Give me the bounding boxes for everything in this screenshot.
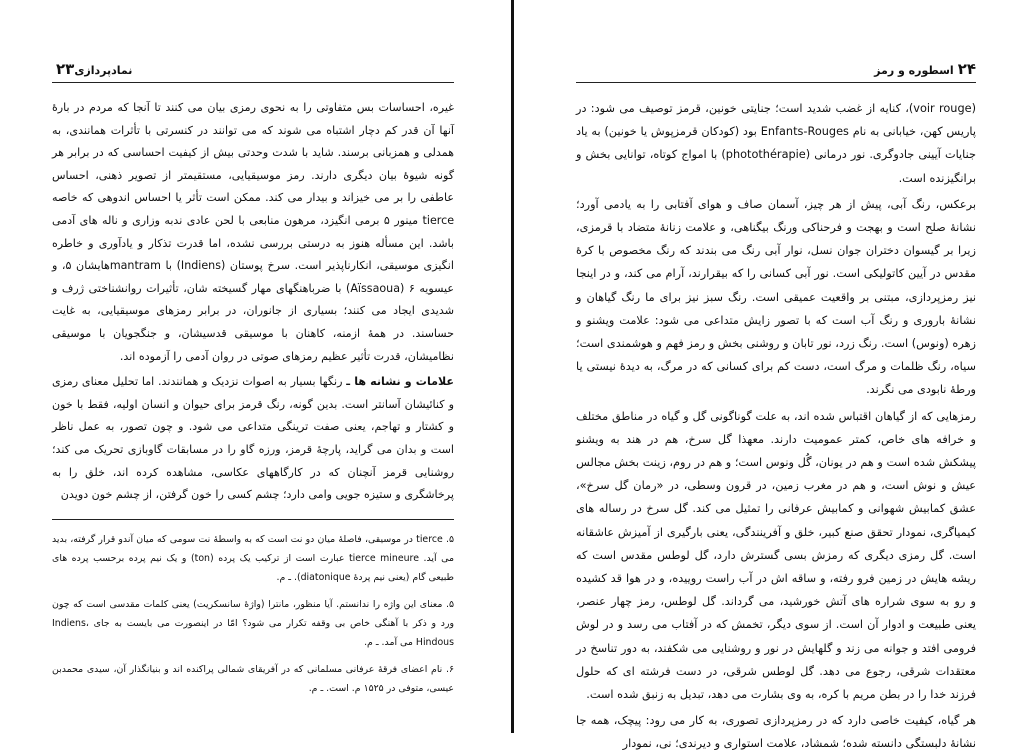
right-page [514,0,1024,751]
right-page-body [576,97,976,756]
footnotes [52,530,454,698]
paragraph: غیره، احساسات بس متفاوتی را به نحوی رمزی بیان می کنند تا آنجا که مردم در بارهٔ آنها آن قدر کم دچار اشتباه می شوند که می توانند در کنسرتی با تأثرات همانندی، به همدلی و همزبانی برسند. شاید با شدت وحدتی بیش از کیفیت احساسی که در برابر هر گونه شیوهٔ بیان دیگری دارند. رمز موسیقیایی، مستقیمتر از تصویر ذهنی، احساس عاطفی را بر می خیزاند و بیدار می کند. ممکن است تأثر یا احساس اندوهی که خاصه tierce مینور ۵ برمی انگیزد، مرهون منابعی با لحن عادی ندبه وزاری و ناله های آدمی باشد. این مسأله هنوز به درستی بررسی نشده، اما قدرت تذکار و یادآوری و خاطره انگیزی موسیقی، انکارناپذیر است. سرخ پوستان (Indiens) با mantramهایشان ۵، و عیسویه ۶ (Aïssaoua) با ضرباهنگهای مهار گسیخته شان، تأثیرات روانشناختی ژرف و شدیدی ایجاد می کنند؛ بسیاری از جانوران، در برابر رمزهای موسیقیایی، به غایت حساسند. در همهٔ ازمنه، کاهنان با موسیقی قدسیشان، و جنگجویان با موسیقی نظامیشان، قدرت تأثیر عظیم رمزهای صوتی در روان آدمی را آزموده اند. [52,101,455,363]
left-page-body [52,97,454,507]
footnote: ۵. معنای این واژه را ندانستم. آیا منظور، مانترا (واژهٔ سانسکریت) یعنی کلمات مقدسی است که چون ورد و ذکر با آهنگی خاص بی وقفه تکرار می شود؟ امّا در اینصورت می بایست به جای Indiens، Hindous می آمد. ـ م. [52,598,454,648]
paragraph: (voir rouge)، کنایه از غضب شدید است؛ جنایتی خونین، قرمز توصیف می شود: در پاریس کهن، خیابانی به نام Enfants-Rouges بود (کودکان قرمزپوش یا خونین) به یاد جنایات آیینی جادوگری. نور درمانی (photothérapie) با امواج کوتاه، توانایی بخش و برانگیزنده است. [576,102,977,185]
left-page [0,0,512,733]
paragraph: برعکس، رنگ آبی، پیش از هر چیز، آسمان صاف و هوای آفتابی را به یادمی آورد؛ نشانهٔ صلح است و بهجت و فرحناکی ورنگ بیگناهی، و علامت زنانهٔ متضاد با قرمزی، زیرا بر گیسوان دختران جوان نسل، نوار آبی رنگ می بندند که رنگ مخصوص با کرهٔ مقدس در آیین کاتولیکی است. نور آبی کسانی را که بیقرارند، آرام می کند، و در اینجا نیز رمزپردازی، مبتنی بر واقعیت عمیقی است. رنگ سبز نیز برای ما رنگ گیاهان و نشانهٔ باروری و رنگ آب است که با تصور زایش متداعی می شود: علامت ویشنو و زهره (ونوس) است. رنگ زرد، نور تابان و روشنی بخش و رمز فهم و هوشمندی است؛ سیاه، رنگ ظلمات و مرگ است، دست کم برای کسانی که در مرگ، به دیدهٔ نیستی یا ورطهٔ نابودی می نگرند. [576,197,976,397]
paragraph: هر گیاه، کیفیت خاصی دارد که در رمزپردازی تصوری، به کار می رود: پیچک، همه جا نشانهٔ دلبستگی دانسته شده؛ شمشاد، علامت استواری و دیرندی؛ نی، نمودار [576,714,976,751]
paragraph [52,371,454,507]
section-heading: علامات و نشانه ها ـ [346,375,454,389]
footnote-divider [52,519,454,520]
right-running-title: اسطوره و رمز [874,64,954,77]
left-running-title: نمادپردازی [74,64,133,77]
right-page-header [576,60,976,83]
left-page-header [52,60,454,83]
footnote: ۵. tierce در موسیقی، فاصلهٔ میان دو نت است که به واسطهٔ نت سومی که میان آندو قرار گرفته، بدید می آید. tierce mineure عبارت است از ترکیب یک پرده (ton) و یک نیم پرده برحسب پرده های طبیعی گام (یعنی نیم پردهٔ diatonique). ـ م. [52,533,454,583]
right-page-number: ۲۴ [957,60,976,78]
left-page-number: ۲۳ [56,60,75,78]
section-text: رنگها بسیار به اصوات نزدیک و همانندند. اما تحلیل معنای رمزی و کنائیشان آسانتر است. بدین گونه، رنگ قرمز برای حیوان و انسان اولیه، فقط با خون و کشتار و تهاجم، یعنی صفت ترینگی متداعی می شود. و چون تصور، به عمل ناظر است و بدان می گراید، پارچهٔ قرمز، ورزه گاو را در مسابقات گاوبازی تحریک می کند؛ روشنایی قرمز آنچنان که در کارگاههای عکاسی، مشاهده کرده اند، خلق را به پرخاشگری و ستیزه جویی وامی دارد؛ چشم کسی را خون گرفتن، از چشم خون دویدن [52,375,454,502]
paragraph: رمزهایی که از گیاهان اقتباس شده اند، به علت گوناگونی گل و گیاه در مناطق مختلف و خرافه های خاص، کمتر عمومیت دارند. معهذا گل سرخ، هم در هند به ویشنو پیشکش شده است و هم در یونان، گُل ونوس است؛ و هم در روم، زینت بخش مجالس عیش و نوش است، و هم در مغرب زمین، در قرون وسطی، در «رمان گل سرخ»، عشق کمابیش شهوانی و کمابیش عرفانی را تمثیل می کند. گل سرخ در رساله های کیمیاگری، نمودار تحقق صنع کبیر، خلق و آفرینندگی، یعنی بارگیری از آمیزش عاشقانه است. گل رمزی دیگری که رمزش بسی گسترش دارد، گل لوطس مقدس است که ریشه هایش در زمین فرو رفته، و ساقه اش در آب راست روییده، و در هوا قد کشیده و رو به سوی شراره های آتش خورشید، می گرداند. گل لوطس، رمز چهار عنصر، یعنی طبیعت و ادوار آن است. از سوی دیگر، تخمش که در آفتاب می رسد و در لوش فرومی افتد و جوانه می زند و گلهایش در نور و روشنایی می شکفند، به دور تناسخ در معتقدات شرقی، رجوع می دهد. گل لوطس شرقی، در دست فرشته ای که حلول فرزند خدا را در بطن مریم با کره، به وی بشارت می دهد، تبدیل به زنبق شده است. [576,409,976,702]
footnote: ۶. نام اعضای فرقهٔ عرفانی مسلمانی که در آفریقای شمالی پراکنده اند و بنیانگذار آن، سیدی محمدبن عیسی، متوفی در ۱۵۲۵ م. است. ـ م. [52,663,454,694]
